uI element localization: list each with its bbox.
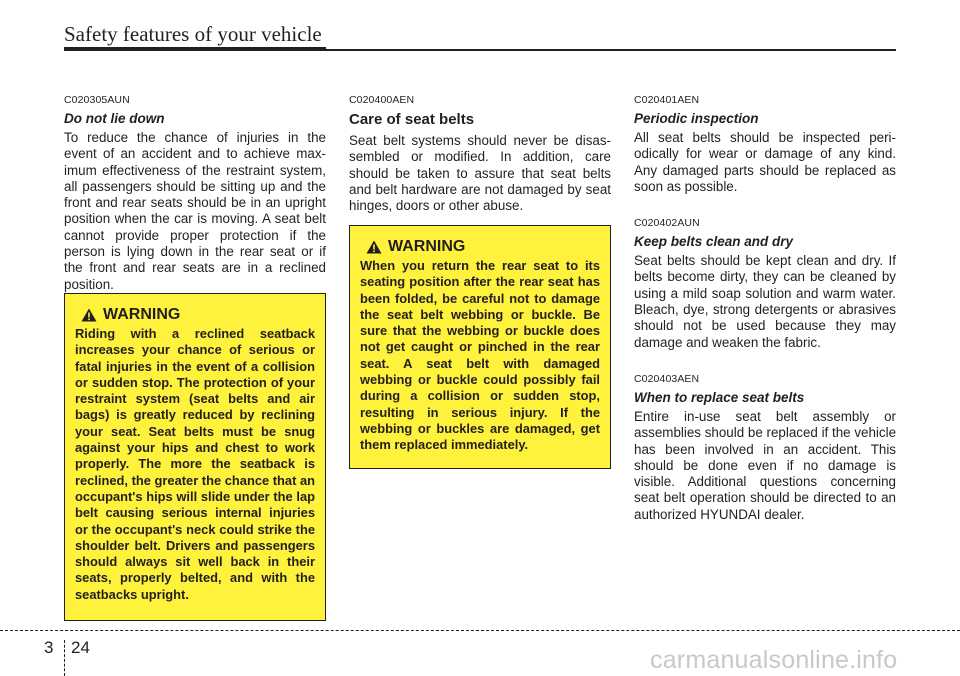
warning-text: Riding with a reclined seatback increases your chance of serious or fatal injuries in the event of a collision or sudden stop. The protection of your restraint system (seat belts and air bags) is greatly reduced by reclining your seat. Seat belts must be snug against your hips and chest to work properly. The more the seatback is reclined, the greater the chance that an occupant's hips will slide under the lap belt causing serious internal injuries or the occupant's neck could strike the shoulder belt. Drivers and passengers should always sit well back in their seats, properly belted, and with the seatbacks upright. [75,326,315,602]
section-title: Periodic inspection [634,111,759,126]
section-code: C020400AEN [349,94,415,106]
section-title: When to replace seat belts [634,389,805,405]
warning-title: WARNING [103,306,181,323]
section-code: C020402AUN [634,217,700,230]
section-body: Seat belts should be kept clean and dry. If belts become dirty, they can be cleaned by using a mild soap solution and warm water. Bleach, dye, strong detergents or abrasives should not be used because they may damage and weaken the fabric. [634,253,896,350]
chapter-number: 3 [44,638,54,657]
watermark-text: carmanualsonline.info [650,646,898,674]
section-body: Entire in-use seat belt assembly or assemblies should be replaced if the vehicle has been involved in an accident. This should be done even if no damage is visible. Additional questions concerning seat belt operation should be directed to an authorized HYUNDAI dealer. [634,408,897,522]
warning-header [366,238,600,256]
right-column [634,94,896,523]
section-code: C020403AEN [634,372,700,385]
middle-column [349,94,611,214]
warning-triangle-icon [366,240,382,254]
warning-text: When you return the rear seat to its seating position after the rear seat has been folded, be careful not to damage the seat belt webbing or buckle. Be sure that the webbing or buckle does not get caught or pinched in the rear seat. A seat belt with damaged webbing or buckle could possibly fail during a collision or sudden stop, resulting in serious injury. If the webbing or buckles are damaged, get them replaced immediately. [360,258,600,453]
section-code: C020401AEN [634,94,700,106]
section-title: Do not lie down [64,111,165,126]
warning-box-rear-seat [349,225,611,469]
footer-dashed-rule [0,630,960,631]
footer-dashed-divider [64,640,65,676]
section-body: To reduce the chance of injuries in the event of an accident and to achieve maximum effectiveness of the restraint system, all passengers should be sitting up and the front and rear seats should be in an upright position when the car is moving. A seat belt cannot provide proper protection if the person is lying down in the rear seat or if the front and rear seats are in a reclined position. [64,130,326,292]
section-code: C020305AUN [64,94,130,106]
section-body: All seat belts should be inspected periodically for wear or damage of any kind. Any damaged parts should be replaced as soon as possible. [634,130,896,194]
section-body: Seat belt systems should never be disassembled or modified. In addition, care should be taken to assure that seat belts and belt hardware are not damaged by seat hinges, doors or other abuse. [349,133,611,214]
warning-header [81,306,315,324]
page-number: 24 [71,638,90,657]
header-rule [326,49,896,51]
section-title: Keep belts clean and dry [634,234,794,250]
left-column [64,94,326,293]
warning-triangle-icon [81,308,97,322]
header-bar [64,47,326,51]
section-title: Care of seat belts [349,111,475,128]
warning-box-reclined-seat [64,293,326,621]
page-header-title: Safety features of your vehicle [64,22,322,46]
warning-title: WARNING [388,238,466,255]
